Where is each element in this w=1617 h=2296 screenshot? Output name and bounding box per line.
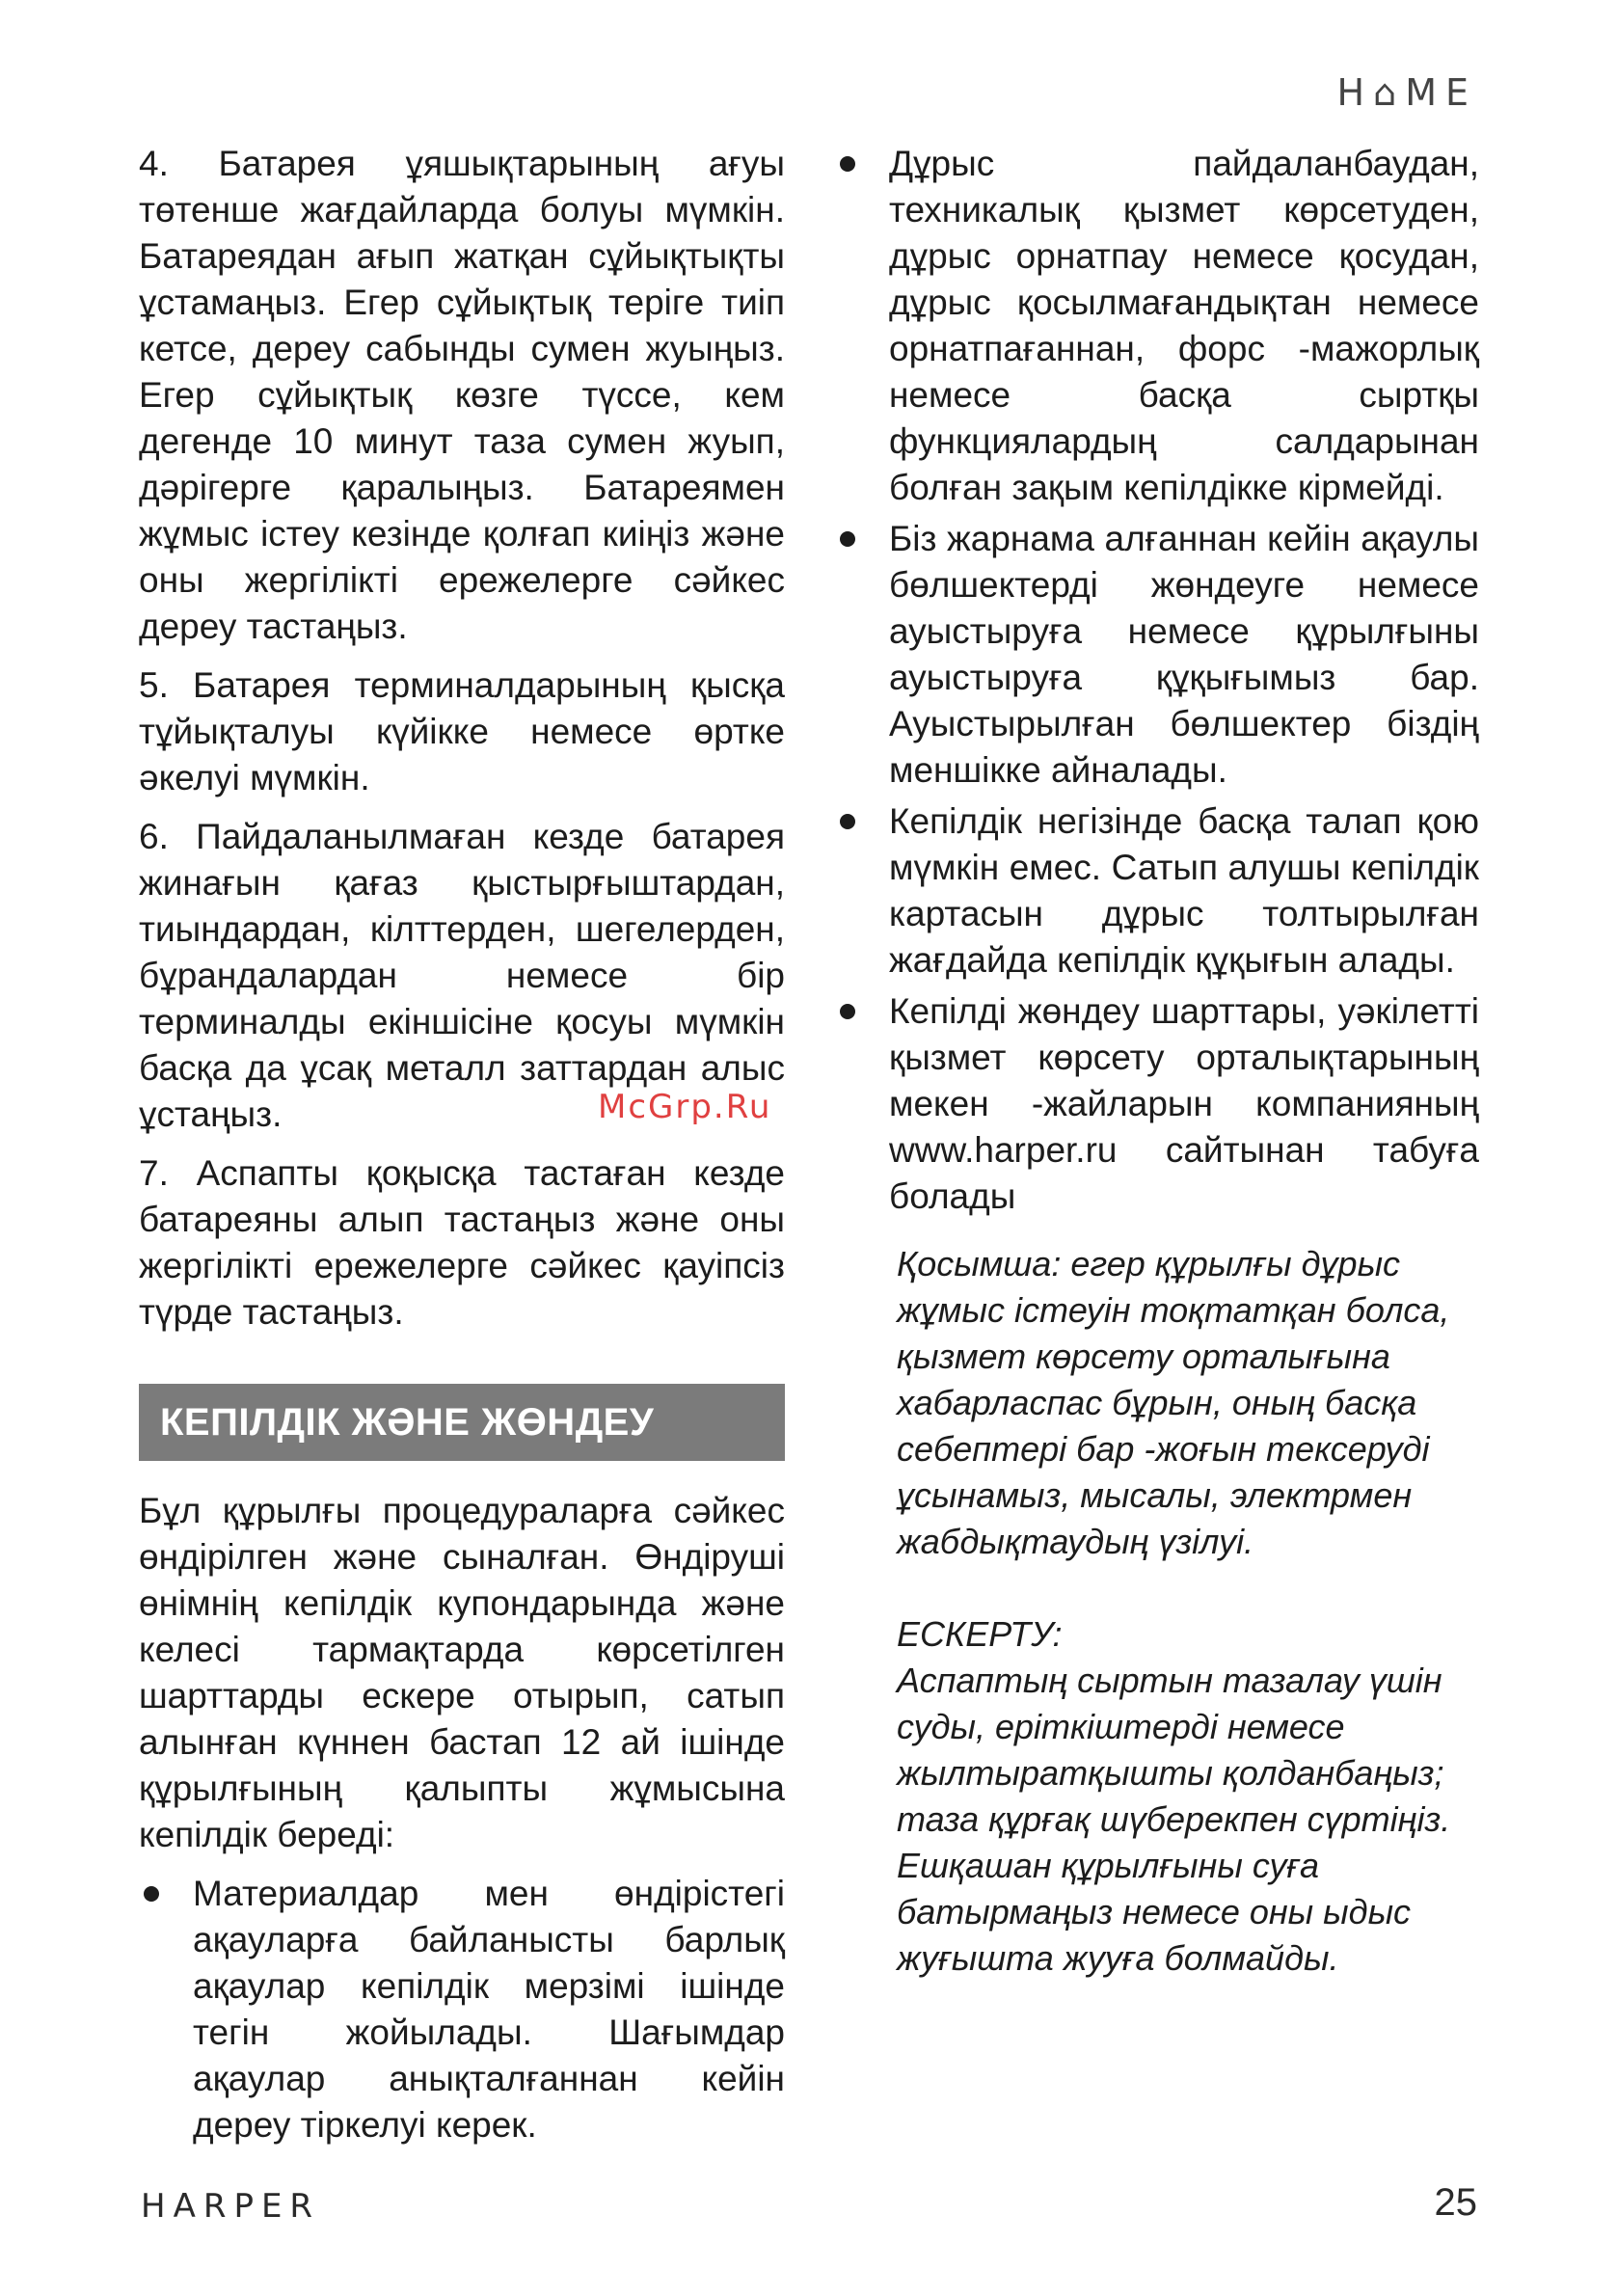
list-item bbox=[835, 516, 1479, 794]
warning-text: Аспаптың сыртын тазалау үшін суды, еріткіштерді немесе жылтыратқышты қолданбаңыз; таза құрғақ шүберекпен сүртіңіз. Ешқашан құрылғыны суға батырмаңыз немесе оны ыдыс жуғышта жууға болмайды. bbox=[897, 1661, 1451, 1978]
paragraph-storage: 6. Пайдаланылмаған кезде батарея жинағын қағаз қыстырғыштардан, тиындардан, кілттерден, шегелерден, бұрандалардан немесе бір терминалды екіншісіне қосуы мүмкін басқа да ұсақ металл заттардан алыс ұстаңыз. bbox=[139, 817, 785, 1134]
home-logo: H⌂ME bbox=[1336, 71, 1477, 114]
harper-logo: HARPER bbox=[141, 2187, 321, 2226]
bullet-icon bbox=[840, 1004, 855, 1019]
bullet-icon bbox=[840, 814, 855, 829]
list-item bbox=[835, 798, 1479, 984]
bullet-icon bbox=[144, 1886, 159, 1902]
left-column bbox=[139, 141, 785, 2153]
warranty-list-left bbox=[139, 1871, 785, 2148]
list-item-text: Дұрыс пайдаланбаудан, техникалық қызмет көрсетуден, дұрыс орнатпау немесе қосудан, дұрыс қосылмағандықтан немесе орнатпағаннан, форс -мажорлық немесе басқа сыртқы функциялардың салдарынан болған зақым кепілдікке кірмейді. bbox=[889, 144, 1479, 507]
list-item bbox=[835, 988, 1479, 1220]
list-item bbox=[139, 1871, 785, 2148]
warning-title: ЕСКЕРТУ: bbox=[897, 1614, 1063, 1654]
note-spacer bbox=[897, 1565, 1479, 1611]
list-item-text: Біз жарнама алғаннан кейін ақаулы бөлшектерді жөндеуге немесе ауыстыруға немесе құрылғыны ауыстыруға құқығымыз бар. Ауыстырылған бөлшектер біздің меншікке айналады. bbox=[889, 519, 1479, 790]
right-column bbox=[835, 141, 1479, 1982]
bullet-icon bbox=[840, 531, 855, 547]
list-item-text: Кепілді жөндеу шарттары, уәкілетті қызмет көрсету орталықтарының мекен -жайларын компанияның www.harper.ru сайтынан табуға болады bbox=[889, 991, 1479, 1216]
list-item-text: Кепілдік негізінде басқа талап қою мүмкін емес. Сатып алушы кепілдік картасын дұрыс толтырылған жағдайда кепілдік құқығын алады. bbox=[889, 801, 1479, 980]
note-block bbox=[835, 1241, 1479, 1982]
page-number: 25 bbox=[1434, 2181, 1477, 2224]
list-item-text: Материалдар мен өндірістегі ақауларға байланысты барлық ақаулар кепілдік мерзімі ішінде тегін жойылады. Шағымдар ақаулар анықталғаннан кейін дереу тіркелуі керек. bbox=[193, 1874, 785, 2145]
watermark: McGrp.Ru bbox=[598, 1088, 772, 1126]
note-addendum: Қосымша: егер құрылғы дұрыс жұмыс істеуін тоқтатқан болса, қызмет көрсету орталығына хабарласпас бұрын, оның басқа себептері бар -жоғын тексеруді ұсынамыз, мысалы, электрмен жабдықтаудың үзілуі. bbox=[897, 1244, 1450, 1561]
warranty-intro: Бұл құрылғы процедураларға сәйкес өндірілген және сыналған. Өндіруші өнімнің кепілдік купондарында және келесі тармақтарда көрсетілген шарттарды ескере отырып, сатып алынған күннен бастап 12 ай ішінде құрылғының қалыпты жұмысына кепілдік береді: bbox=[139, 1491, 785, 1854]
list-item bbox=[835, 141, 1479, 511]
section-title-warranty: КЕПІЛДІК ЖӘНЕ ЖӨНДЕУ bbox=[139, 1384, 785, 1461]
paragraph-short-circuit: 5. Батарея терминалдарының қысқа тұйықталуы күйікке немесе өртке әкелуі мүмкін. bbox=[139, 665, 785, 797]
warranty-list-right bbox=[835, 141, 1479, 1220]
bullet-icon bbox=[840, 156, 855, 172]
paragraph-disposal: 7. Аспапты қоқысқа тастаған кезде батареяны алып тастаңыз және оны жергілікті ережелерге сәйкес қауіпсіз түрде тастаңыз. bbox=[139, 1153, 785, 1332]
paragraph-battery-leak: 4. Батарея ұяшықтарының ағуы төтенше жағдайларда болуы мүмкін. Батареядан ағып жатқан сұйықтықты ұстамаңыз. Егер сұйықтық теріге тиіп кетсе, дереу сабынды сумен жуыңыз. Егер сұйықтық көзге түссе, кем дегенде 10 минут таза сумен жуып, дәрігерге қаралыңыз. Батареямен жұмыс істеу кезінде қолғап киіңіз және оны жергілікті ережелерге сәйкес дереу тастаңыз. bbox=[139, 144, 785, 646]
